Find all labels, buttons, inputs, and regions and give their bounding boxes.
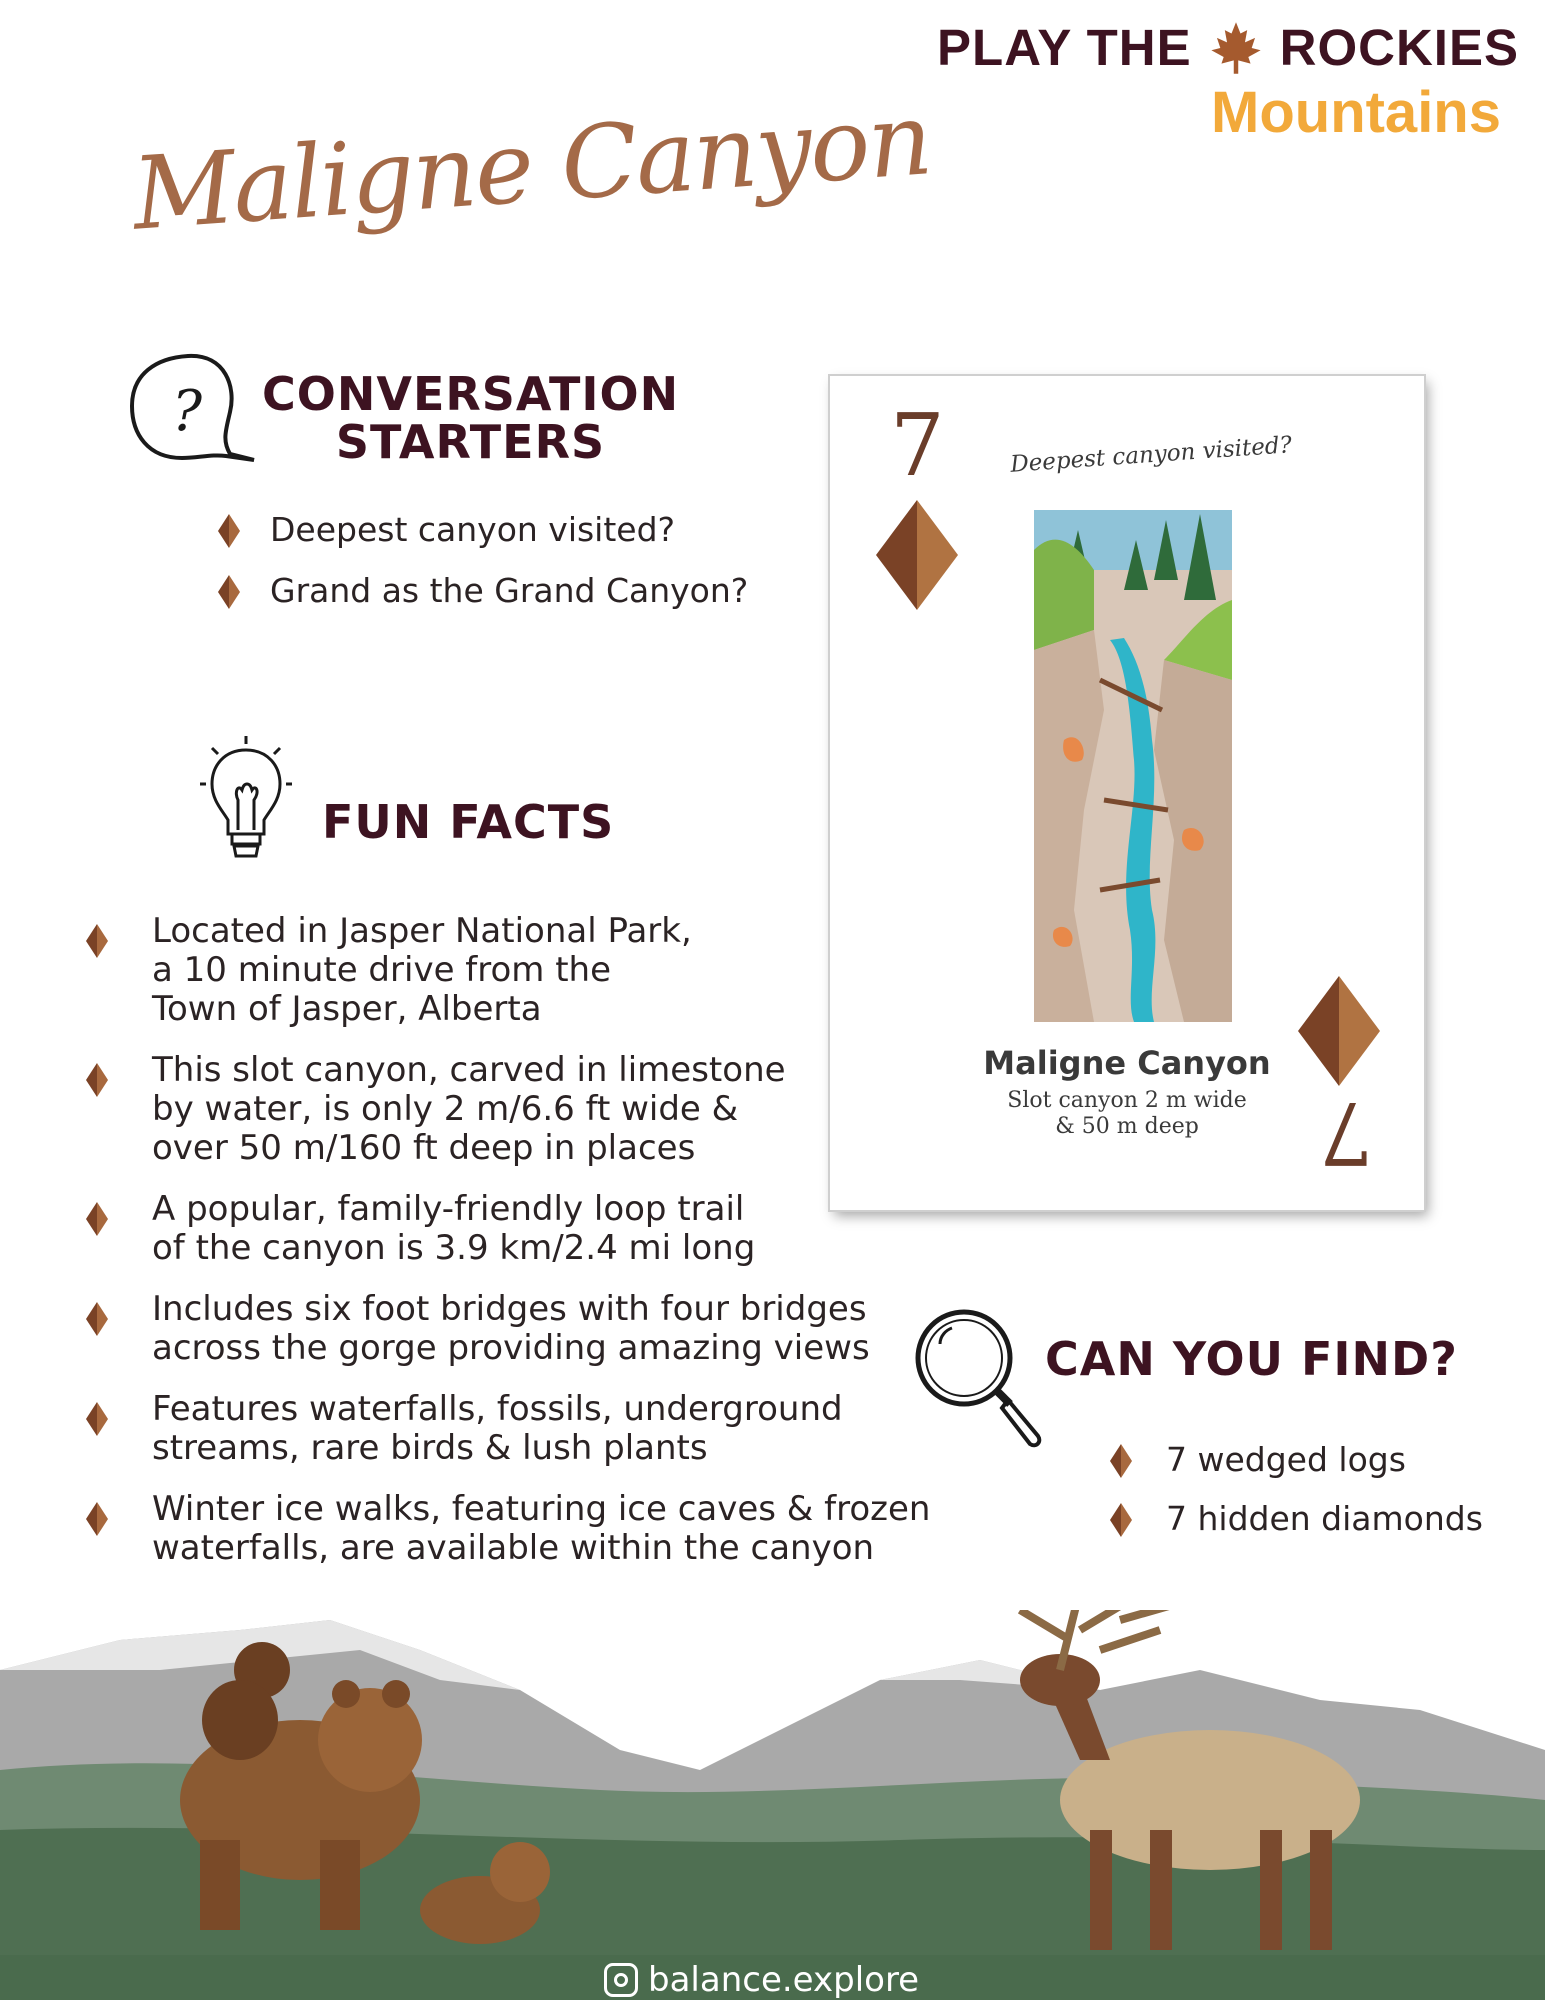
card-description: Slot canyon 2 m wide & 50 m deep	[1007, 1088, 1247, 1139]
fun-facts-heading: FUN FACTS	[322, 795, 615, 849]
mountain-wildlife-scene	[0, 1610, 1545, 1955]
maple-leaf-icon	[1208, 20, 1264, 76]
list-item	[86, 1190, 930, 1268]
diamond-bullet-icon	[1110, 1444, 1132, 1478]
can-you-find-heading: CAN YOU FIND?	[1045, 1332, 1458, 1386]
list-item	[1110, 1440, 1483, 1479]
find-item: 7 wedged logs	[1166, 1440, 1406, 1479]
fun-fact-item: Located in Jasper National Park, a 10 minute drive from the Town of Jasper, Alberta	[152, 911, 692, 1029]
diamond-bullet-icon	[218, 575, 240, 609]
svg-text:?: ?	[172, 379, 203, 444]
conversation-item: Grand as the Grand Canyon?	[270, 571, 749, 610]
footer-handle-text: balance.explore	[648, 1960, 920, 2000]
conversation-list	[218, 510, 748, 632]
diamond-bullet-icon	[86, 1202, 108, 1236]
footer-handle[interactable]	[604, 1960, 919, 2000]
magnifying-glass-icon	[910, 1304, 1050, 1456]
diamond-bullet-icon	[86, 1402, 108, 1436]
fun-fact-item: Features waterfalls, fossils, underground streams, rare birds & lush plants	[152, 1389, 843, 1468]
find-item: 7 hidden diamonds	[1166, 1499, 1483, 1538]
conversation-item: Deepest canyon visited?	[270, 510, 676, 549]
diamond-bullet-icon	[86, 924, 108, 958]
brand-subtitle: Mountains	[1211, 80, 1501, 145]
brand-rockies: ROCKIES	[1279, 19, 1519, 76]
diamond-bullet-icon	[86, 1063, 108, 1097]
conversation-heading: CONVERSATION STARTERS	[262, 367, 680, 470]
list-item	[218, 571, 748, 610]
lightbulb-icon	[198, 734, 294, 872]
card-rank-bottom: 7	[1319, 1082, 1374, 1182]
list-item	[86, 1290, 930, 1368]
diamond-bullet-icon	[1110, 1503, 1132, 1537]
card-name: Maligne Canyon	[983, 1044, 1271, 1082]
list-item	[86, 1390, 930, 1468]
card-question: Deepest canyon visited?	[1009, 432, 1293, 478]
list-item	[218, 510, 748, 549]
list-item	[1110, 1499, 1483, 1538]
diamond-suit-icon	[876, 500, 958, 610]
brand-play-the: PLAY THE	[937, 19, 1192, 76]
instagram-icon	[604, 1963, 638, 1997]
diamond-bullet-icon	[218, 514, 240, 548]
list-item	[86, 912, 930, 1029]
diamond-bullet-icon	[86, 1502, 108, 1536]
page-title: Maligne Canyon	[128, 80, 935, 253]
can-you-find-list	[1110, 1440, 1483, 1558]
canyon-illustration	[1034, 510, 1232, 1022]
fun-fact-item: Winter ice walks, featuring ice caves & frozen waterfalls, are available within the canyon	[152, 1489, 931, 1568]
fun-fact-item: This slot canyon, carved in limestone by water, is only 2 m/6.6 ft wide & over 50 m/160 ft deep in places	[152, 1050, 786, 1168]
diamond-bullet-icon	[86, 1302, 108, 1336]
fun-facts-list	[86, 912, 930, 1590]
fun-fact-item: A popular, family-friendly loop trail of the canyon is 3.9 km/2.4 mi long	[152, 1189, 756, 1268]
brand-line	[937, 18, 1519, 77]
card-rank-top: 7	[890, 396, 945, 496]
brand-header	[937, 18, 1519, 146]
playing-card	[830, 376, 1424, 1210]
speech-bubble-question-icon	[126, 348, 260, 466]
list-item	[86, 1051, 930, 1168]
list-item	[86, 1490, 930, 1568]
fun-fact-item: Includes six foot bridges with four bridges across the gorge providing amazing views	[152, 1289, 870, 1368]
